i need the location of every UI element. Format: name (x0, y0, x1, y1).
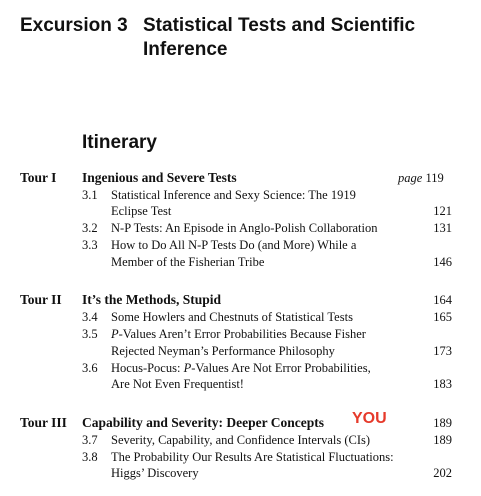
excursion-title-line1: Statistical Tests and Scientific (143, 15, 416, 36)
section-3-3-title-line1: How to Do All N-P Tests Do (and More) While a (111, 238, 357, 252)
section-3-1-title-line1: Statistical Inference and Sexy Science: The 1919 (111, 188, 356, 202)
excursion-title-line2: Inference (143, 39, 228, 60)
section-3-3-page: 146 (433, 255, 452, 269)
section-3-4-page: 165 (433, 310, 452, 324)
tour-1-label: Tour I (20, 170, 57, 185)
section-3-5-number: 3.5 (82, 327, 98, 341)
section-3-3-title-line2: Member of the Fisherian Tribe (111, 255, 265, 269)
tour-3-title: Capability and Severity: Deeper Concepts (82, 415, 324, 430)
section-3-7-title-line1: Severity, Capability, and Confidence Intervals (CIs) (111, 433, 371, 447)
section-3-5-title-line1 (111, 326, 366, 342)
section-3-7-page: 189 (433, 433, 452, 447)
section-3-7-number: 3.7 (82, 433, 98, 447)
itinerary-heading: Itinerary (82, 132, 157, 153)
tour-2-title: It’s the Methods, Stupid (82, 292, 222, 307)
section-3-2-title-line1: N-P Tests: An Episode in Anglo-Polish Collaboration (111, 221, 378, 235)
section-3-6-title-line1 (111, 360, 371, 376)
section-3-6-title-pre: Hocus-Pocus: (111, 361, 184, 375)
section-3-8-title-line2: Higgs’ Discovery (111, 466, 199, 480)
section-3-6-page: 183 (433, 377, 452, 391)
excursion-label: Excursion 3 (20, 15, 128, 36)
section-3-6-title-line2: Are Not Even Frequentist! (111, 377, 244, 391)
section-3-5-page: 173 (433, 344, 452, 358)
section-3-5-title-line1-rest: -Values Aren’t Error Probabilities Because Fisher (118, 327, 366, 341)
tour-1-page-number: 119 (425, 171, 444, 185)
section-3-8-page: 202 (433, 466, 452, 480)
tour-2-label: Tour II (20, 292, 62, 307)
section-3-1-title-line2: Eclipse Test (111, 204, 172, 218)
section-3-2-page: 131 (433, 221, 452, 235)
section-3-2-number: 3.2 (82, 221, 98, 235)
section-3-5-p-italic: P (111, 327, 119, 341)
section-3-6-p-italic: P (183, 361, 192, 375)
you-annotation: YOU (352, 410, 387, 427)
section-3-4-title-line1: Some Howlers and Chestnuts of Statistical Tests (111, 310, 353, 324)
section-3-3-number: 3.3 (82, 238, 98, 252)
tour-1-page (398, 170, 444, 186)
section-3-4-number: 3.4 (82, 310, 98, 324)
tour-3-label: Tour III (20, 415, 67, 430)
section-3-1-page: 121 (433, 204, 452, 218)
tour-3-page: 189 (433, 416, 452, 430)
section-3-6-number: 3.6 (82, 361, 98, 375)
section-3-8-title-line1: The Probability Our Results Are Statistical Fluctuations: (111, 450, 394, 464)
section-3-5-title-line2: Rejected Neyman’s Performance Philosophy (111, 344, 335, 358)
section-3-1-number: 3.1 (82, 188, 98, 202)
section-3-6-title-line1-rest: -Values Are Not Error Probabilities, (191, 361, 371, 375)
page-word: page (398, 171, 423, 185)
tour-1-title: Ingenious and Severe Tests (82, 170, 237, 185)
section-3-8-number: 3.8 (82, 450, 98, 464)
tour-2-page: 164 (433, 293, 452, 307)
